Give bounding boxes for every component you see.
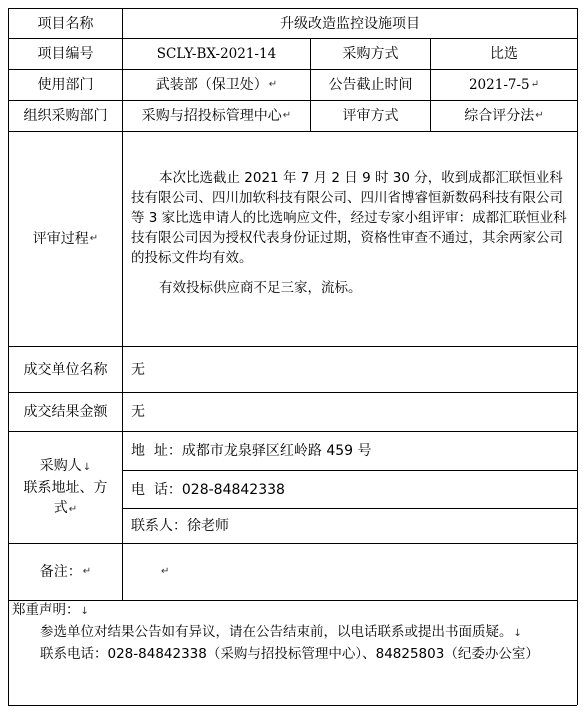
amount-value: 无 [131,404,145,420]
review-method-label: 评审方式 [342,108,399,124]
remarks-label: 备注： ↵ [39,564,92,580]
review-method-value: 综合评分法 ↵ [464,108,544,124]
organizing-dept-label: 组织采购部门 [23,108,108,124]
contact-label: 采购人↓ 联系地址、方 式↵ [23,457,108,516]
remarks-value: ↵ [161,566,170,577]
declaration-title: 郑重声明：↓ [12,602,89,618]
winner-label: 成交单位名称 [23,361,108,378]
phone-value: 电 话：028-84842338 [131,481,285,498]
grid-line [577,8,578,705]
deadline-value: 2021-7-5 ↵ [468,77,540,93]
organizing-dept-value: 采购与招投标管理中心 ↵ [141,108,292,124]
declaration-notes [12,600,572,665]
procurement-method-label: 采购方式 [342,46,399,62]
grid-line [8,705,577,706]
department-label: 使用部门 [37,77,94,93]
winner-value: 无 [131,361,145,378]
review-process-label: 评审过程 ↵ [32,231,99,247]
declaration-objection-line: 参选单位对结果公告如有异议，请在公告结束前，以电话联系或提出书面质疑。↓ [40,624,522,640]
review-process-paragraph: 本次比选截止 2021 年 7 月 2 日 9 时 30 分，收到成都汇联恒业科技有限公司、四川加软科技有限公司、四川省博睿恒新数码科技有限公司等 3 家比选申请人的比选响应文件，经过专家小组评审：成都汇联恒业科技有限公司因为授权代表身份证过期，资格性审查不通过，其余两家公司的投标文件均有效。 [131,170,567,266]
deadline-label: 公告截止时间 [328,77,413,93]
project-name-value: 升级改造监控设施项目 [280,15,420,32]
review-process-text [131,168,576,298]
project-name-label: 项目名称 [37,15,94,32]
declaration-contact-line: 联系电话：028-84842338（采购与招投标管理中心）、84825803（纪委办公室） [40,646,539,662]
project-no-label: 项目编号 [37,46,94,62]
contact-person-value: 联系人：徐老师 [131,518,229,534]
address-value: 地 址：成都市龙泉驿区红岭路 459 号 [131,443,372,459]
amount-label: 成交结果金额 [23,404,108,420]
project-no-value: SCLY-BX-2021-14 [156,46,277,62]
review-process-conclusion: 有效投标供应商不足三家，流标。 [159,280,362,296]
procurement-method-value: 比选 [490,46,518,62]
department-value: 武装部（保卫处） ↵ [155,77,278,93]
